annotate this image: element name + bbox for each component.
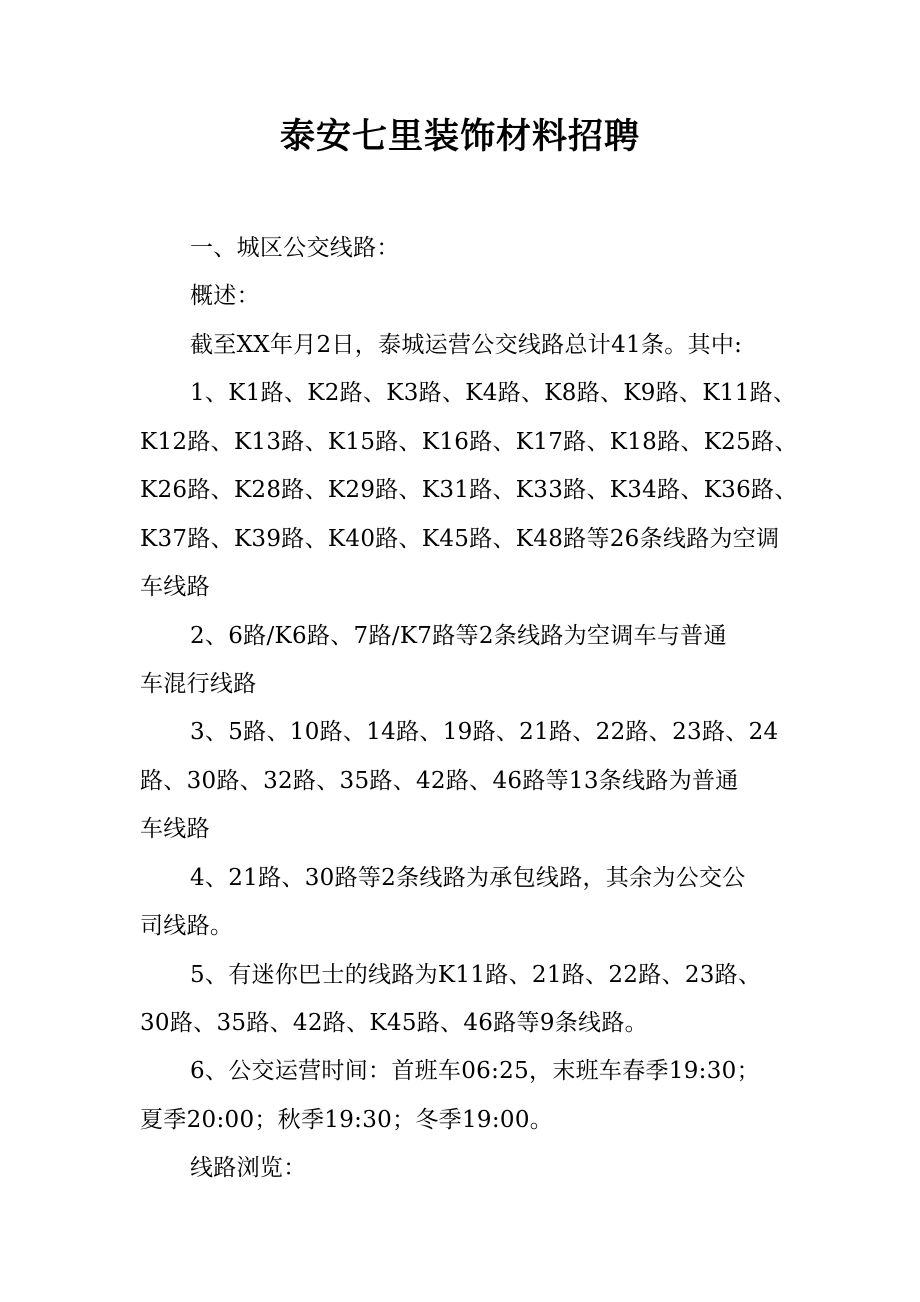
text-line: 截至XX年月2日，泰城运营公交线路总计41条。其中: [190,331,743,358]
text-line: 车线路 [140,816,210,843]
text-line: 路、30路、32路、35路、42路、46路等13条线路为普通 [140,767,739,794]
text-line: 车线路 [140,574,210,601]
text-line: 车混行线路 [140,670,257,697]
text-line: 1、K1路、K2路、K3路、K4路、K8路、K9路、K11路、 [190,380,797,407]
text-line: 司线路。 [140,913,234,940]
text-line: 概述： [190,283,260,310]
text-line: 2、6路/K6路、7路/K7路等2条线路为空调车与普通 [190,622,727,649]
document-body [140,224,820,1193]
text-line: K37路、K39路、K40路、K45路、K48路等26条线路为空调 [140,525,780,552]
text-line: 夏季20:00；秋季19:30；冬季19:00。 [140,1106,554,1133]
text-line: 6、公交运营时间：首班车06:25，末班车春季19:30； [190,1058,760,1085]
text-line: K12路、K13路、K15路、K16路、K17路、K18路、K25路、 [140,428,798,455]
text-line: 4、21路、30路等2条线路为承包线路，其余为公交公 [190,864,746,891]
text-line: 一、城区公交线路： [190,235,400,261]
text-line: 5、有迷你巴士的线路为K11路、21路、22路、23路、 [190,961,762,988]
text-line: 3、5路、10路、14路、19路、21路、22路、23路、24 [190,719,779,746]
text-line: 30路、35路、42路、K45路、46路等9条线路。 [140,1010,648,1036]
text-line: K26路、K28路、K29路、K31路、K33路、K34路、K36路、 [140,477,798,504]
text-line: 线路浏览： [190,1155,307,1182]
document-title: 泰安七里装饰材料招聘 [279,116,640,157]
